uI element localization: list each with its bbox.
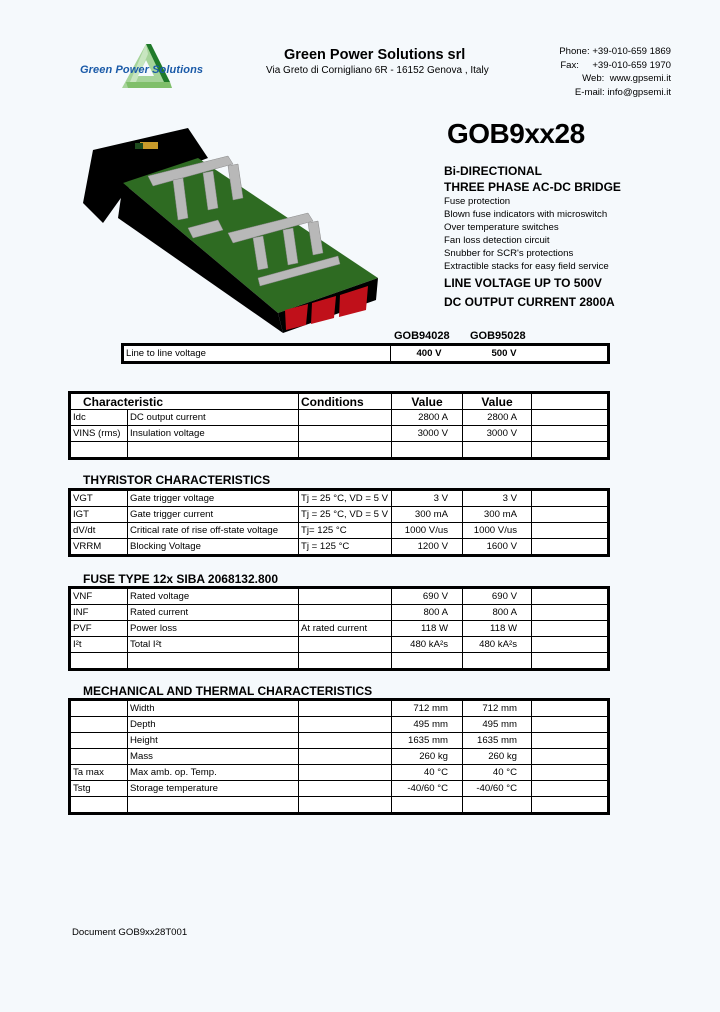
table-row	[70, 539, 609, 556]
contact-fax: Fax: +39-010-659 1970	[560, 59, 671, 71]
feature-item: Extractible stacks for easy field service	[444, 261, 609, 272]
thyristor-table	[68, 488, 610, 557]
symbol-cell: Idc	[70, 410, 128, 426]
symbol-cell	[70, 749, 128, 765]
conditions-cell	[299, 588, 392, 605]
conditions-cell: Tj = 25 °C, VD = 5 V	[299, 507, 392, 523]
description-cell: Width	[128, 700, 299, 717]
dc-current-spec: DC OUTPUT CURRENT 2800A	[444, 295, 615, 309]
description-cell: Rated current	[128, 605, 299, 621]
symbol-cell: VINS (rms)	[70, 426, 128, 442]
description-cell: Critical rate of rise off-state voltage	[128, 523, 299, 539]
table-row	[70, 700, 609, 717]
description-cell: DC output current	[128, 410, 299, 426]
value2-cell: 2800 A	[463, 410, 532, 426]
description-cell: Gate trigger current	[128, 507, 299, 523]
symbol-cell: Tstg	[70, 781, 128, 797]
value1-cell: 260 kg	[392, 749, 463, 765]
conditions-cell	[299, 733, 392, 749]
symbol-cell	[70, 733, 128, 749]
symbol-cell: INF	[70, 605, 128, 621]
description-cell: Blocking Voltage	[128, 539, 299, 556]
document-id: Document GOB9xx28T001	[72, 927, 188, 938]
table-row	[70, 781, 609, 797]
value1-cell: 1000 V/us	[392, 523, 463, 539]
value1-cell: 118 W	[392, 621, 463, 637]
table-row	[70, 442, 609, 459]
symbol-cell: dV/dt	[70, 523, 128, 539]
value1-cell: 800 A	[392, 605, 463, 621]
line-voltage-spec: LINE VOLTAGE UP TO 500V	[444, 276, 602, 290]
conditions-cell: At rated current	[299, 621, 392, 637]
value1-cell: 3 V	[392, 490, 463, 507]
feature-item: Snubber for SCR's protections	[444, 248, 574, 259]
feature-item: Fan loss detection circuit	[444, 235, 550, 246]
feature-item: Blown fuse indicators with microswitch	[444, 209, 608, 220]
value2-cell: 118 W	[463, 621, 532, 637]
table-row	[123, 345, 609, 363]
value1-cell: 480 kA²s	[392, 637, 463, 653]
table-row	[70, 621, 609, 637]
table-header-row	[70, 393, 609, 410]
conditions-cell	[299, 781, 392, 797]
col-header-value1: Value	[392, 393, 463, 410]
value2-cell: 495 mm	[463, 717, 532, 733]
value2-cell: 1635 mm	[463, 733, 532, 749]
feature-item: Over temperature switches	[444, 222, 559, 233]
table-row	[70, 523, 609, 539]
conditions-cell	[299, 700, 392, 717]
table-row	[70, 765, 609, 781]
symbol-cell: VGT	[70, 490, 128, 507]
symbol-cell: IGT	[70, 507, 128, 523]
col-header-characteristic: Characteristic	[70, 393, 299, 410]
conditions-cell	[299, 426, 392, 442]
value1-cell: 3000 V	[392, 426, 463, 442]
conditions-cell	[299, 749, 392, 765]
product-title: GOB9xx28	[447, 118, 585, 149]
feature-list	[444, 195, 609, 273]
value2-cell: 300 mA	[463, 507, 532, 523]
value2-cell: 260 kg	[463, 749, 532, 765]
symbol-cell	[70, 700, 128, 717]
description-cell: Total I²t	[128, 637, 299, 653]
device-illustration	[78, 128, 388, 333]
table-row	[70, 733, 609, 749]
conditions-cell: Tj= 125 °C	[299, 523, 392, 539]
conditions-cell: Tj = 125 °C	[299, 539, 392, 556]
table-row	[70, 797, 609, 814]
value1-cell: 1200 V	[392, 539, 463, 556]
value1-cell: 712 mm	[392, 700, 463, 717]
conditions-cell	[299, 717, 392, 733]
symbol-cell: Ta max	[70, 765, 128, 781]
value2-cell: -40/60 °C	[463, 781, 532, 797]
description-cell: Mass	[128, 749, 299, 765]
value2-cell: 40 °C	[463, 765, 532, 781]
value1-cell: 1635 mm	[392, 733, 463, 749]
model-heading-1: GOB94028	[394, 330, 450, 342]
description-cell: Storage temperature	[128, 781, 299, 797]
table-row	[70, 490, 609, 507]
logo-text: Green Power Solutions	[80, 64, 204, 76]
fuse-table	[68, 586, 610, 671]
contact-web: Web: www.gpsemi.it	[582, 73, 671, 85]
symbol-cell: I²t	[70, 637, 128, 653]
mechanical-section-title: MECHANICAL AND THERMAL CHARACTERISTICS	[83, 684, 373, 698]
value1-cell: 495 mm	[392, 717, 463, 733]
thyristor-section-title: THYRISTOR CHARACTERISTICS	[83, 473, 271, 487]
fuse-section-title: FUSE TYPE 12x SIBA 2068132.800	[83, 572, 278, 586]
description-cell: Max amb. op. Temp.	[128, 765, 299, 781]
description-cell: Power loss	[128, 621, 299, 637]
value-cell: 500 V	[467, 345, 541, 363]
value2-cell: 480 kA²s	[463, 637, 532, 653]
row-label: Line to line voltage	[123, 345, 391, 363]
description-cell: Height	[128, 733, 299, 749]
value2-cell: 1000 V/us	[463, 523, 532, 539]
contact-email: E-mail: info@gpsemi.it	[574, 86, 671, 98]
col-header-conditions: Conditions	[299, 393, 392, 410]
value2-cell: 3000 V	[463, 426, 532, 442]
conditions-cell: Tj = 25 °C, VD = 5 V	[299, 490, 392, 507]
symbol-cell	[70, 717, 128, 733]
value1-cell: 300 mA	[392, 507, 463, 523]
value1-cell: 40 °C	[392, 765, 463, 781]
table-row	[70, 605, 609, 621]
symbol-cell: VRRM	[70, 539, 128, 556]
company-address: Via Greto di Cornigliano 6R - 16152 Genova , Italy	[266, 65, 489, 76]
table-row	[70, 588, 609, 605]
table-row	[70, 637, 609, 653]
col-header-value2: Value	[463, 393, 532, 410]
description-cell: Gate trigger voltage	[128, 490, 299, 507]
description-cell: Insulation voltage	[128, 426, 299, 442]
value1-cell: -40/60 °C	[392, 781, 463, 797]
symbol-cell: VNF	[70, 588, 128, 605]
feature-item: Fuse protection	[444, 196, 511, 207]
table-row	[70, 717, 609, 733]
value2-cell: 800 A	[463, 605, 532, 621]
description-cell: Rated voltage	[128, 588, 299, 605]
value2-cell: 690 V	[463, 588, 532, 605]
value2-cell: 3 V	[463, 490, 532, 507]
value1-cell: 2800 A	[392, 410, 463, 426]
table-row	[70, 426, 609, 442]
table-row	[70, 507, 609, 523]
conditions-cell	[299, 637, 392, 653]
value2-cell: 712 mm	[463, 700, 532, 717]
symbol-cell: PVF	[70, 621, 128, 637]
contact-phone: Phone: +39-010-659 1869	[559, 46, 671, 57]
conditions-cell	[299, 410, 392, 426]
conditions-cell	[299, 605, 392, 621]
description-cell: Depth	[128, 717, 299, 733]
conditions-cell	[299, 765, 392, 781]
product-subtitle-1: Bi-DIRECTIONAL	[444, 164, 542, 178]
table-row	[70, 410, 609, 426]
value-cell: 400 V	[391, 345, 468, 363]
product-subtitle-2: THREE PHASE AC-DC BRIDGE	[444, 180, 621, 194]
table-row	[70, 749, 609, 765]
value2-cell: 1600 V	[463, 539, 532, 556]
characteristics-table	[68, 391, 610, 460]
contact-block	[559, 45, 671, 99]
models-table	[121, 343, 610, 364]
mechanical-table	[68, 698, 610, 815]
table-row	[70, 653, 609, 670]
model-heading-2: GOB95028	[470, 330, 526, 342]
company-name: Green Power Solutions srl	[284, 47, 466, 63]
value1-cell: 690 V	[392, 588, 463, 605]
